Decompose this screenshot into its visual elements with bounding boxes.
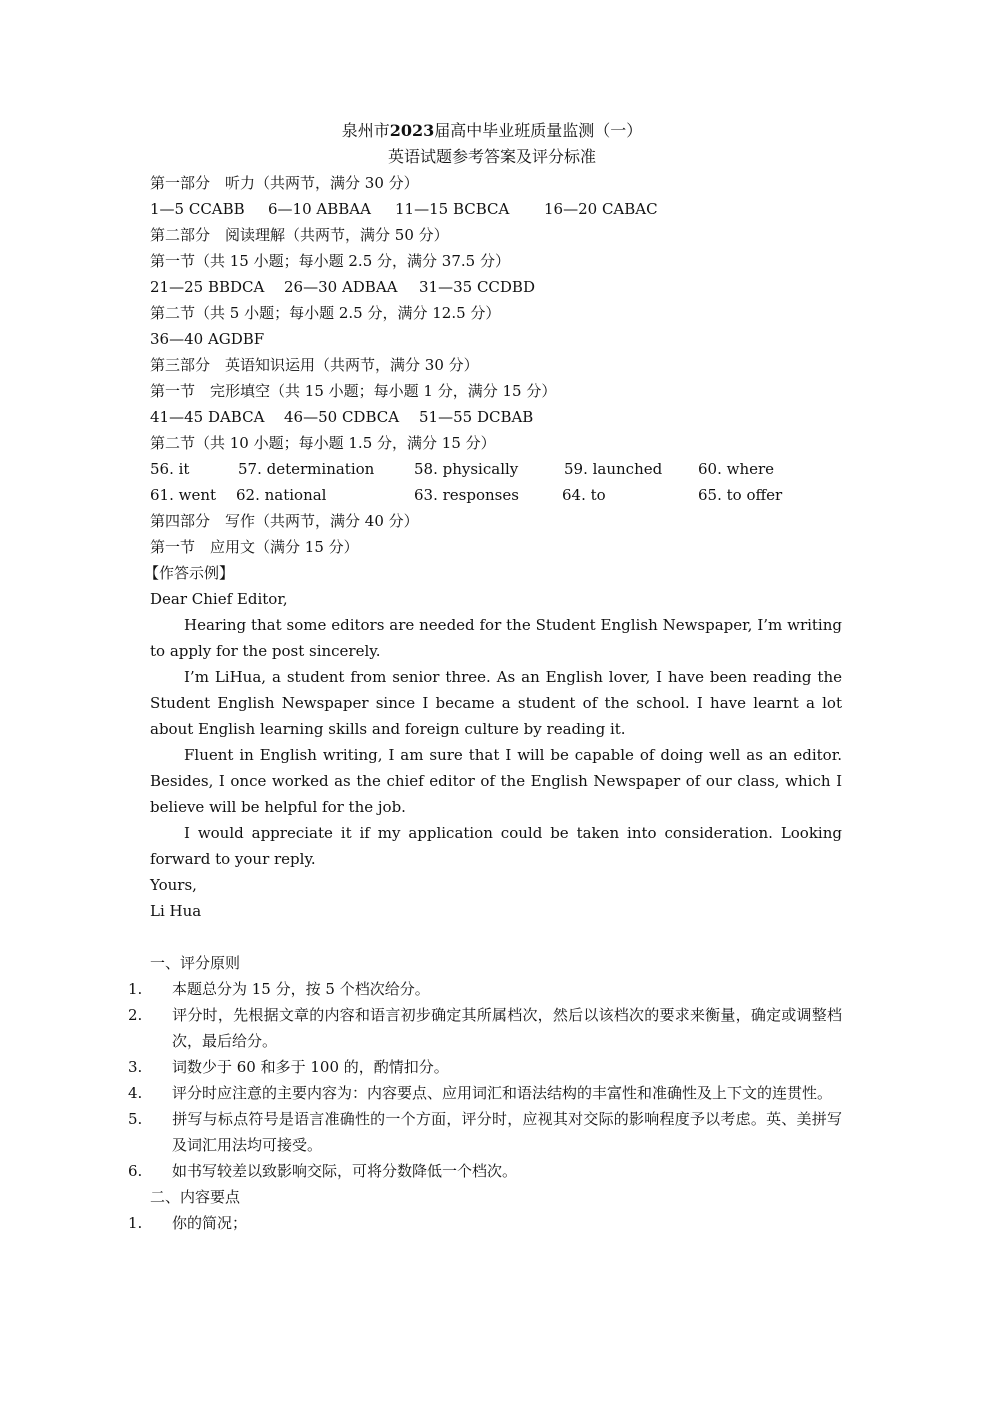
answer-group: 21—25 BBDCA [150,278,265,296]
answer-group: 31—35 CCDBD [419,278,535,296]
part3-sec1-heading: 第一节 完形填空（共 15 小题；每小题 1 分，满分 15 分） [150,382,557,400]
part4-sec1-heading: 第一节 应用文（满分 15 分） [150,538,359,556]
answer-group: 16—20 CABAC [544,200,658,218]
answer-group: 6—10 ABBAA [268,200,371,218]
letter-paragraph: Fluent in English writing, I am sure that I will be capable of doing well as an editor. Besides, I once worked as the chief editor of the English Newspaper of our class, which I believe will be helpful for the job. [150,746,842,816]
part4-heading: 第四部分 写作（共两节，满分 40 分） [150,512,419,530]
grading-item: 5. 拼写与标点符号是语言准确性的一个方面，评分时，应视其对交际的影响程度予以考虑。英、美拼写及词汇用法均可接受。 [128,1110,842,1154]
document-page [128,118,842,1236]
document-title: 泉州市2023届高中毕业班质量监测（一） [341,121,643,140]
answer-group: 11—15 BCBCA [395,200,510,218]
answer-group: 1—5 CCABB [150,200,245,218]
letter-signature: Li Hua [150,902,202,920]
fill-answer: 63. responses [414,486,519,504]
fill-answer: 61. went [150,486,217,504]
content-point-item: 1. 你的简况； [128,1214,248,1232]
part2-sec2-answers: 36—40 AGDBF [150,330,265,348]
fill-answer: 58. physically [414,460,519,478]
part2-heading: 第二部分 阅读理解（共两节，满分 50 分） [150,226,449,244]
part3-heading: 第三部分 英语知识运用（共两节，满分 30 分） [150,356,479,374]
grading-item: 2. 评分时，先根据文章的内容和语言初步确定其所属档次，然后以该档次的要求来衡量，确定或调整档次，最后给分。 [128,1006,842,1050]
answer-group: 41—45 DABCA [150,408,265,426]
fill-answer: 56. it [150,460,190,478]
content-points-heading: 二、内容要点 [150,1188,241,1206]
sample-heading: 【作答示例】 [144,564,235,582]
fill-answer: 57. determination [238,460,375,478]
letter-paragraph: Hearing that some editors are needed for the Student English Newspaper, I’m writing to apply for the post sincerely. [150,616,842,660]
letter-paragraph: I’m LiHua, a student from senior three. As an English lover, I have been reading the Student English Newspaper since I became a student of the school. I have learnt a lot about English learning skills and foreign culture by reading it. [150,668,842,738]
part3-sec2-heading: 第二节（共 10 小题；每小题 1.5 分，满分 15 分） [150,434,496,452]
fill-answer: 64. to [562,486,606,504]
grading-item: 6. 如书写较差以致影响交际，可将分数降低一个档次。 [128,1162,518,1180]
grading-heading: 一、评分原则 [150,954,241,972]
answer-group: 51—55 DCBAB [419,408,534,426]
fill-answer: 65. to offer [698,486,783,504]
fill-answers-row-1 [150,456,842,482]
fill-answer: 62. national [236,486,327,504]
fill-answer: 60. where [698,460,775,478]
fill-answer: 59. launched [564,460,663,478]
document-subtitle: 英语试题参考答案及评分标准 [387,147,596,166]
part3-sec1-answers [150,404,842,430]
letter-paragraph: I would appreciate it if my application could be taken into consideration. Looking forward to your reply. [150,824,842,868]
grading-item: 1. 本题总分为 15 分，按 5 个档次给分。 [128,980,430,998]
part2-sec1-answers [150,274,842,300]
part1-heading: 第一部分 听力（共两节，满分 30 分） [150,174,419,192]
part2-sec2-heading: 第二节（共 5 小题；每小题 2.5 分，满分 12.5 分） [150,304,501,322]
grading-item: 3. 词数少于 60 和多于 100 的，酌情扣分。 [128,1058,449,1076]
grading-item: 4. 评分时应注意的主要内容为：内容要点、应用词汇和语法结构的丰富性和准确性及上下文的连贯性。 [128,1084,833,1102]
answer-group: 46—50 CDBCA [284,408,400,426]
answer-group: 26—30 ADBAA [284,278,398,296]
spacer [150,924,842,950]
part2-sec1-heading: 第一节（共 15 小题；每小题 2.5 分，满分 37.5 分） [150,252,510,270]
letter-greeting: Dear Chief Editor, [150,590,288,608]
fill-answers-row-2 [150,482,842,508]
part1-answers [150,196,842,222]
letter-closing: Yours, [150,876,197,894]
